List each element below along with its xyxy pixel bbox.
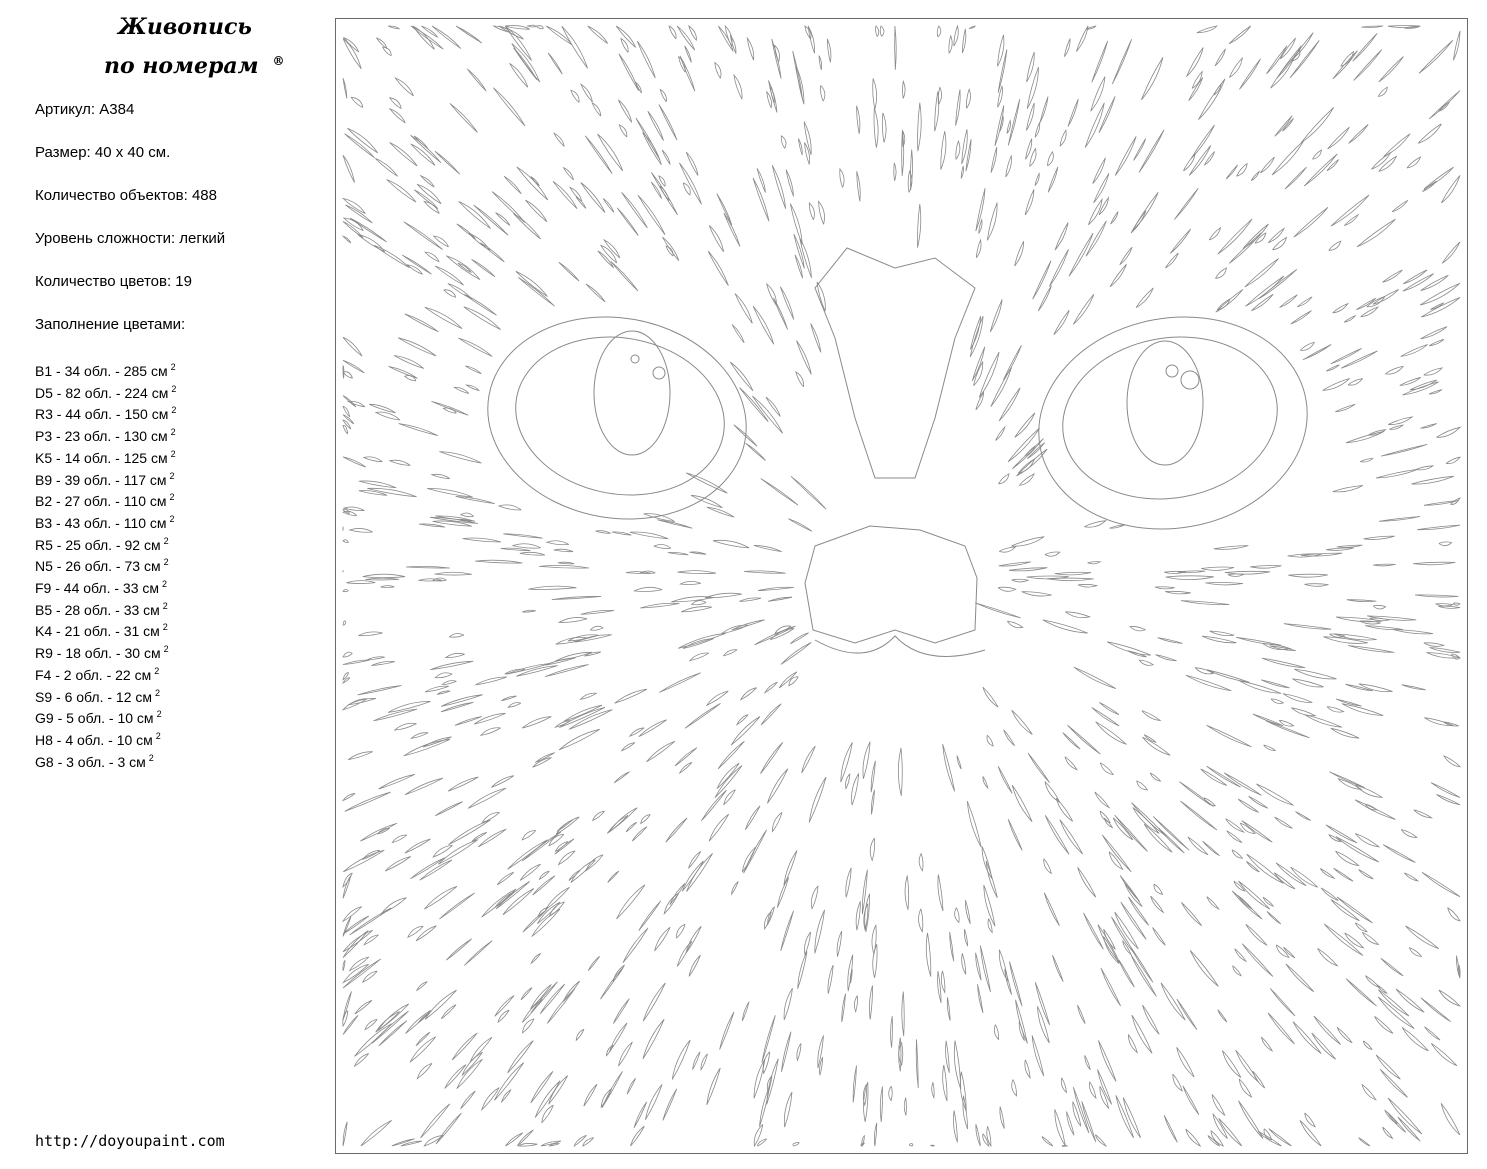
legend-row bbox=[35, 621, 176, 643]
fur-stroke bbox=[931, 1145, 935, 1146]
legend-row-text: H8 - 4 обл. - 10 см bbox=[35, 731, 153, 748]
legend-row-text: G8 - 3 обл. - 3 см bbox=[35, 753, 146, 770]
legend-row bbox=[35, 448, 176, 470]
legend-row-text: F9 - 44 обл. - 33 см bbox=[35, 580, 160, 597]
legend-row-text: B9 - 39 обл. - 117 см bbox=[35, 471, 167, 488]
legend-row bbox=[35, 752, 176, 774]
legend-row-text: B2 - 27 обл. - 110 см bbox=[35, 493, 167, 510]
legend-unit-superscript: 2 bbox=[169, 513, 175, 524]
brand-line-1: Живопись bbox=[118, 14, 252, 40]
legend-row-text: F4 - 2 обл. - 22 см bbox=[35, 666, 152, 683]
legend-unit-superscript: 2 bbox=[156, 709, 162, 720]
legend-row bbox=[35, 665, 176, 687]
legend-unit-superscript: 2 bbox=[163, 535, 169, 546]
fill-heading: Заполнение цветами: bbox=[35, 316, 186, 333]
size-label: Размер: 40 х 40 см. bbox=[35, 144, 171, 161]
legend-unit-superscript: 2 bbox=[170, 427, 176, 438]
legend-unit-superscript: 2 bbox=[170, 448, 176, 459]
legend-unit-superscript: 2 bbox=[155, 687, 161, 698]
legend-row-text: K4 - 21 обл. - 31 см bbox=[35, 623, 160, 640]
legend-unit-superscript: 2 bbox=[163, 557, 169, 568]
colors-count-label: Количество цветов: 19 bbox=[35, 273, 192, 290]
registered-mark: ® bbox=[272, 54, 285, 68]
legend-unit-superscript: 2 bbox=[155, 730, 161, 741]
legend-row bbox=[35, 535, 176, 557]
legend-row-text: B1 - 34 обл. - 285 см bbox=[35, 363, 168, 379]
legend-row-text: S9 - 6 обл. - 12 см bbox=[35, 688, 153, 705]
legend-unit-superscript: 2 bbox=[162, 622, 168, 633]
legend-row bbox=[35, 643, 176, 665]
legend-unit-superscript: 2 bbox=[154, 665, 160, 676]
legend-unit-superscript: 2 bbox=[171, 405, 177, 416]
legend-row-text: P3 - 23 обл. - 130 см bbox=[35, 428, 168, 445]
legend-unit-superscript: 2 bbox=[148, 752, 154, 763]
legend-unit-superscript: 2 bbox=[169, 470, 175, 481]
legend-unit-superscript: 2 bbox=[162, 600, 168, 611]
legend-unit-superscript: 2 bbox=[171, 383, 177, 394]
brand-line-2-text: по номерам bbox=[104, 53, 259, 79]
legend-row bbox=[35, 687, 176, 709]
legend-row-text: R3 - 44 обл. - 150 см bbox=[35, 406, 169, 423]
legend-row bbox=[35, 708, 176, 730]
legend-row-text: D5 - 82 обл. - 224 см bbox=[35, 384, 169, 401]
brand-line-2 bbox=[60, 44, 310, 83]
legend-row bbox=[35, 361, 176, 383]
canvas-frame bbox=[336, 19, 1468, 1154]
legend-unit-superscript: 2 bbox=[162, 579, 168, 590]
brand-title bbox=[60, 10, 310, 83]
legend-row bbox=[35, 730, 176, 752]
legend-row-text: R5 - 25 обл. - 92 см bbox=[35, 536, 161, 553]
legend-row-text: G9 - 5 обл. - 10 см bbox=[35, 710, 154, 727]
cat-line-art-canvas bbox=[335, 18, 1468, 1154]
legend-row bbox=[35, 404, 176, 426]
legend-row bbox=[35, 513, 176, 535]
legend-unit-superscript: 2 bbox=[163, 644, 169, 655]
website-link[interactable]: http://doyoupaint.com bbox=[35, 1132, 225, 1150]
objects-count-label: Количество объектов: 488 bbox=[35, 187, 217, 204]
legend-row bbox=[35, 600, 176, 622]
legend-row bbox=[35, 470, 176, 492]
legend-row bbox=[35, 426, 176, 448]
legend-row-text: N5 - 26 обл. - 73 см bbox=[35, 558, 161, 575]
legend-row-text: B3 - 43 обл. - 110 см bbox=[35, 514, 167, 531]
legend-row-text: R9 - 18 обл. - 30 см bbox=[35, 645, 161, 662]
legend-unit-superscript: 2 bbox=[169, 492, 175, 503]
legend-row bbox=[35, 556, 176, 578]
legend-row bbox=[35, 491, 176, 513]
legend-row bbox=[35, 578, 176, 600]
difficulty-label: Уровень сложности: легкий bbox=[35, 230, 226, 247]
legend-row bbox=[35, 383, 176, 405]
color-legend-list bbox=[35, 361, 176, 773]
legend-row-text: B5 - 28 обл. - 33 см bbox=[35, 601, 160, 618]
article-label: Артикул: A384 bbox=[35, 101, 135, 118]
legend-row-text: K5 - 14 обл. - 125 см bbox=[35, 449, 168, 466]
legend-unit-superscript: 2 bbox=[170, 362, 176, 372]
